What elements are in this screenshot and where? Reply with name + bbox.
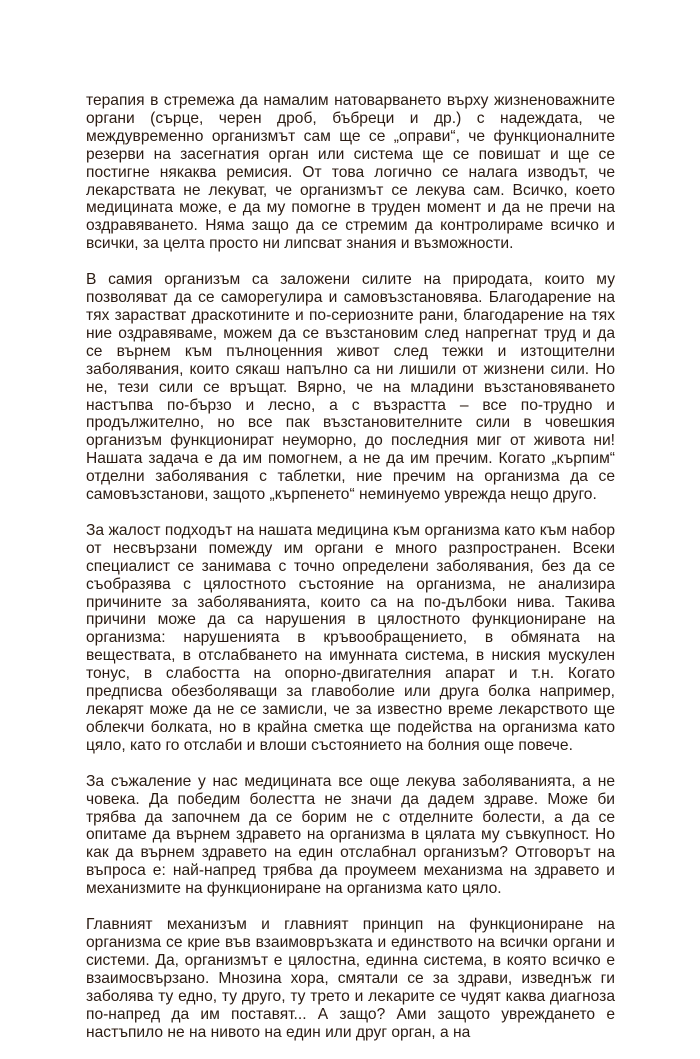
paragraph-4: За съжаление у нас медицината все още лекува заболяванията, а не човека. Да победим болестта не значи да дадем здраве. Може би трябва да започнем да се борим не с отделните болести, а да се опитаме да върнем здравето на организма в цялата му съвкупност. Но как да върнем здравето на един отслабнал организъм? Отговорът на въпроса е: най-напред трябва да проумеем механизма на здравето и механизмите на функциониране на организма като цяло. <box>86 772 615 898</box>
body-text <box>86 92 615 1059</box>
paragraph-1: терапия в стремежа да намалим натоварването върху жизненоважните органи (сърце, черен дроб, бъбреци и др.) с надеждата, че междувременно организмът сам ще се „оправи“, че функционалните резерви на засегнатия орган или система ще се повишат и ще се постигне някаква ремисия. От това логично се налага изводът, че лекарствата не лекуват, че организмът се лекува сам. Всичко, което медицината може, е да му помогне в труден момент и да не пречи на оздравяването. Няма защо да се стремим да контролираме всичко и всички, за целта просто ни липсват знания и възможности. <box>86 92 615 253</box>
paragraph-3: За жалост подходът на нашата медицина към организма като към набор от несвързани помежду им органи е много разпространен. Всеки специалист се занимава с точно определени заболявания, без да се съобразява с цялостното състояние на организма, не анализира причините за заболяванията, които са на по-дълбоки нива. Такива причини може да са нарушения в цялостното функциониране на организма: нарушенията в кръвообращението, в обмяната на веществата, в отслабването на имунната система, в ниския мускулен тонус, в слабостта на опорно-двигателния апарат и т.н. Когато предписва обезболяващи за главоболие или друга болка например, лекарят може да не се замисли, че за известно време лекарството ще облекчи болката, но в крайна сметка ще подейства на организма като цяло, като го отслаби и влоши състоянието на болния още повече. <box>86 521 615 754</box>
paragraph-2: В самия организъм са заложени силите на природата, които му позволяват да се саморегулира и самовъзстановява. Благодарение на тях зарастват драскотините и по-сериозните рани, благодарение на тях ние оздравяваме, можем да се възстановим след напрегнат труд и да се върнем към пълноценния живот след тежки и изтощителни заболявания, които сякаш напълно са ни лишили от жизнени сили. Но не, тези сили се връщат. Вярно, че на младини възстановяването настъпва по-бързо и лесно, а с възрастта – все по-трудно и продължително, но все пак възстановителните сили в човешкия организъм функционират неуморно, до последния миг от живота ни! Нашата задача е да им помогнем, а не да им пречим. Когато „кърпим“ отделни заболявания с таблетки, ние пречим на организма да се самовъзстанови, защото „кърпенето“ неминуемо уврежда нещо друго. <box>86 271 615 504</box>
paragraph-5: Главният механизъм и главният принцип на функциониране на организма се крие във взаимовръзката и единството на всички органи и системи. Да, организмът е цялостна, единна система, в която всичко е взаимосвързано. Мнозина хора, смятали се за здрави, изведнъж ги заболява ту едно, ту друго, ту трето и лекарите се чудят каква диагноза по-напред да им поставят... А защо? Ами защото увреждането е настъпило не на нивото на един или друг орган, а на <box>86 916 615 1041</box>
